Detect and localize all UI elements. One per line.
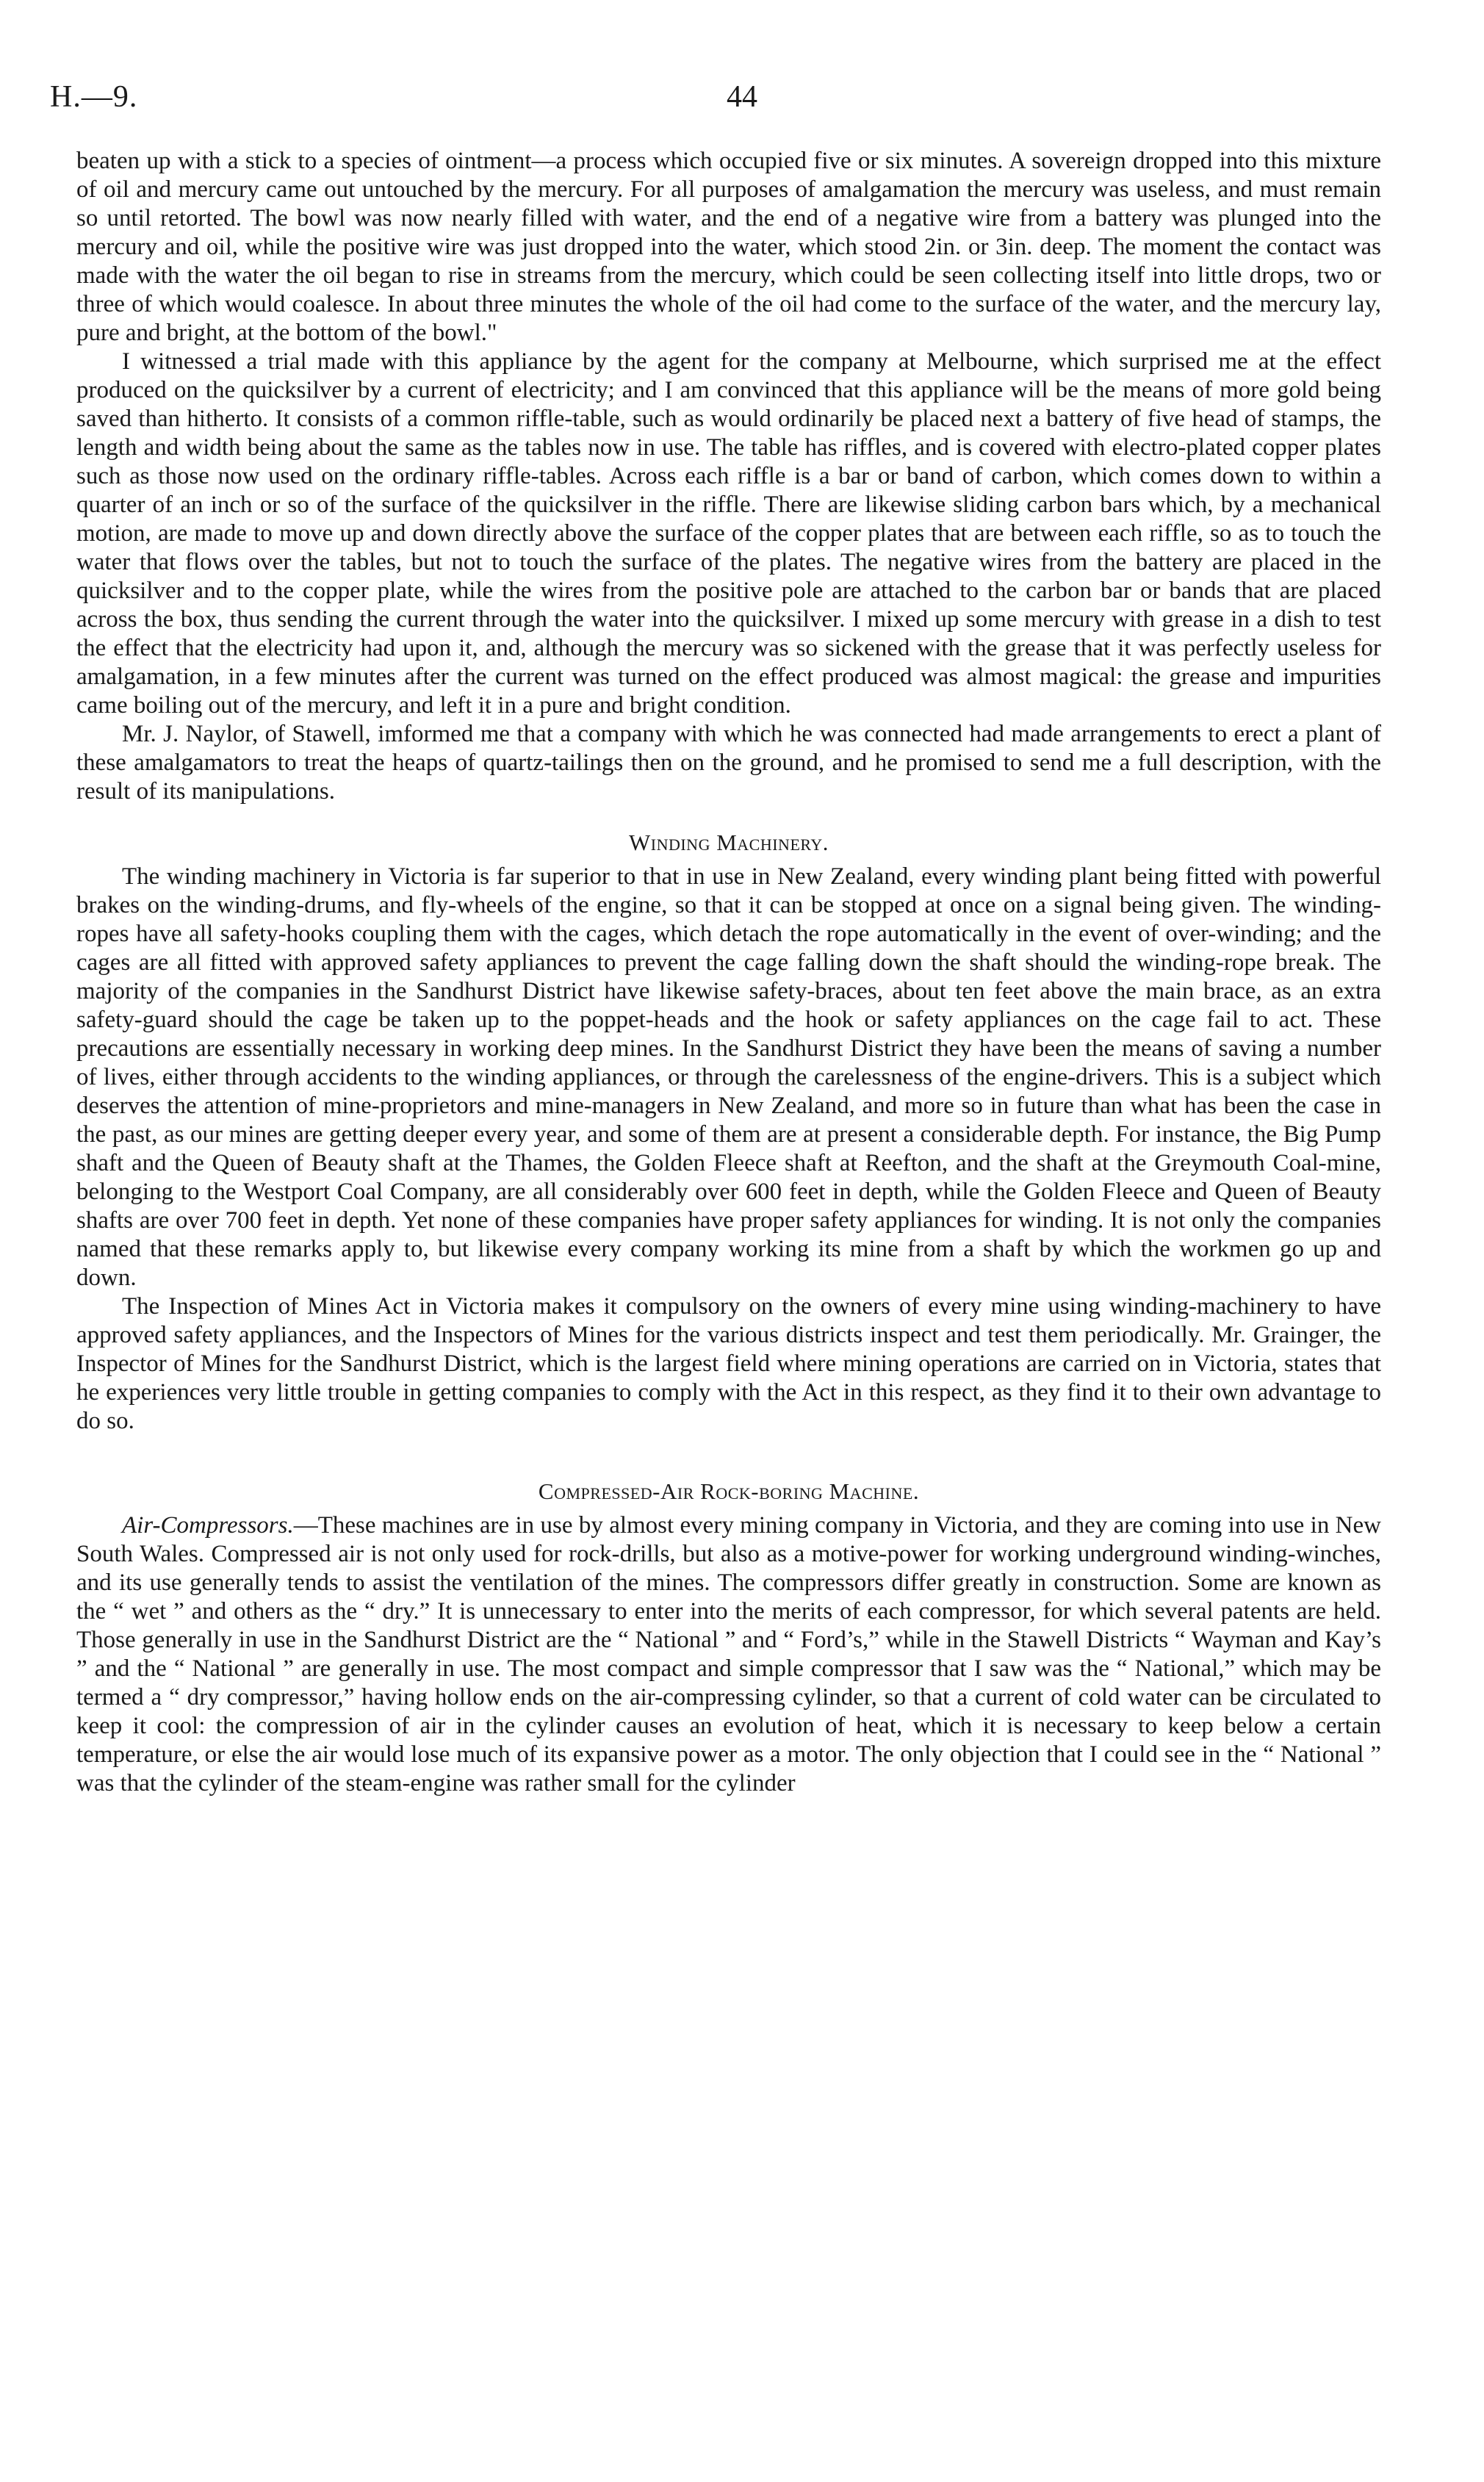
compressors-text: —These machines are in use by almost every mining company in Victoria, and they are coming into use in New South Wales. Compressed air is not only used for rock-drills, but also as a motive-power for working underground winding-winches, and its use generally tends to assist the ventilation of the mines. The compressors differ greatly in construction. Some are known as the “ wet ” and others as the “ dry.” It is unnecessary to enter into the merits of each compressor, for which several patents are held. Those generally in use in the Sandhurst District are the “ National ” and “ Ford’s,” while in the Stawell Districts “ Wayman and Kay’s ” and the “ National ” are generally in use. The most compact and simple compressor that I saw was the “ National,” which may be termed a “ dry compressor,” having hollow ends on the air-compressing cylinder, so that a current of cold water can be circulated to keep it cool: the compression of air in the cylinder causes an evolution of heat, which it is necessary to keep below a certain temperature, or else the air would lose much of its expansive power as a motor. The only objection that I could see in the “ National ” was that the cylinder of the steam-engine was rather small for the cylinder xyxy=(76,1512,1381,1796)
intro-paragraph: beaten up with a stick to a species of ointment—a process which occupied five or six minutes. A sovereign dropped into this mixture of oil and mercury came out untouched by the mercury. For all purposes of amalgamation the mercury was useless, and must remain so until retorted. The bowl was now nearly filled with water, and the end of a negative wire from a battery was plunged into the mercury and oil, while the positive wire was just dropped into the water, which stood 2in. or 3in. deep. The moment the contact was made with the water the oil began to rise in streams from the mercury, which could be seen collecting itself into little drops, two or three of which would coalesce. In about three minutes the whole of the oil had come to the surface of the water, and the mercury lay, pure and bright, at the bottom of the bowl." xyxy=(76,148,1381,346)
compressed-air-heading: Compressed-Air Rock-boring Machine. xyxy=(538,1478,920,1504)
page-number: 44 xyxy=(727,80,757,114)
document-identifier: H.—9. xyxy=(50,80,138,114)
winding-paragraph-2: The Inspection of Mines Act in Victoria makes it compulsory on the owners of every mine using winding-machinery to have approved safety appliances, and the Inspectors of Mines for the various districts inspect and test them periodically. Mr. Grainger, the Inspector of Mines for the Sandhurst District, which is the largest field where mining operations are carried on in Victoria, states that he experiences very little trouble in getting companies to comply with the Act in this respect, as they find it to their own advantage to do so. xyxy=(76,1293,1381,1434)
naylor-paragraph: Mr. J. Naylor, of Stawell, imformed me that a company with which he was connected had made arrangements to erect a plant of these amalgamators to treat the heaps of quartz-tailings then on the ground, and he promised to send me a full description, with the result of its manipulations. xyxy=(76,721,1381,805)
trial-paragraph: I witnessed a trial made with this appliance by the agent for the company at Melbourne, which surprised me at the effect produced on the quicksilver by a current of electricity; and I am convinced that this appliance will be the means of more gold being saved than hitherto. It consists of a common riffle-table, such as would ordinarily be placed next a battery of five head of stamps, the length and width being about the same as the tables now in use. The table has riffles, and is covered with electro-plated copper plates such as those now used on the ordinary riffle-tables. Across each riffle is a bar or band of carbon, which comes down to within a quarter of an inch or so of the surface of the quicksilver in the riffle. There are likewise sliding carbon bars which, by a mechanical motion, are made to move up and down directly above the surface of the copper plates that are between each riffle, so as to touch the water that flows over the tables, but not to touch the surface of the plates. The negative wires from the battery are placed in the quicksilver and to the copper plate, while the wires from the positive pole are attached to the carbon bar or bands that are placed across the box, thus sending the current through the water into the quicksilver. I mixed up some mercury with grease in a dish to test the effect that the electricity had upon it, and, although the mercury was so sickened with the grease that it was perfectly useless for amalgamation, in a few minutes after the current was turned on the effect produced was almost magical: the grease and impurities came boiling out of the mercury, and left it in a pure and bright condition. xyxy=(76,348,1381,719)
compressors-paragraph xyxy=(76,1511,1381,1798)
page-header xyxy=(50,79,1434,123)
air-compressors-subhead: Air-Compressors. xyxy=(122,1512,294,1539)
winding-machinery-heading: Winding Machinery. xyxy=(629,830,829,855)
winding-paragraph-1: The winding machinery in Victoria is far superior to that in use in New Zealand, every winding plant being fitted with powerful brakes on the winding-drums, and fly-wheels of the engine, so that it can be stopped at once on a signal being given. The winding-ropes have all safety-hooks coupling them with the cages, which detach the rope automatically in the event of over-winding; and the cages are all fitted with approved safety appliances to prevent the cage falling down the shaft should the winding-rope break. The majority of the companies in the Sandhurst District have likewise safety-braces, about ten feet above the main brace, as an extra safety-guard should the cage be taken up to the poppet-heads and the hook or safety appliances on the cage fail to act. These precautions are essentially necessary in working deep mines. In the Sandhurst District they have been the means of saving a number of lives, either through accidents to the winding appliances, or through the carelessness of the engine-drivers. This is a subject which deserves the attention of mine-proprietors and mine-managers in New Zealand, and more so in future than what has been the case in the past, as our mines are getting deeper every year, and some of them are at present a considerable depth. For instance, the Big Pump shaft and the Queen of Beauty shaft at the Thames, the Golden Fleece shaft at Reefton, and the shaft at the Greymouth Coal-mine, belonging to the Westport Coal Company, are all considerably over 600 feet in depth, while the Golden Fleece and Queen of Beauty shafts are over 700 feet in depth. Yet none of these companies have proper safety appliances for winding. It is not only the companies named that these remarks apply to, but likewise every company working its mine from a shaft by which the workmen go up and down. xyxy=(76,863,1381,1291)
page-body xyxy=(76,147,1381,1798)
